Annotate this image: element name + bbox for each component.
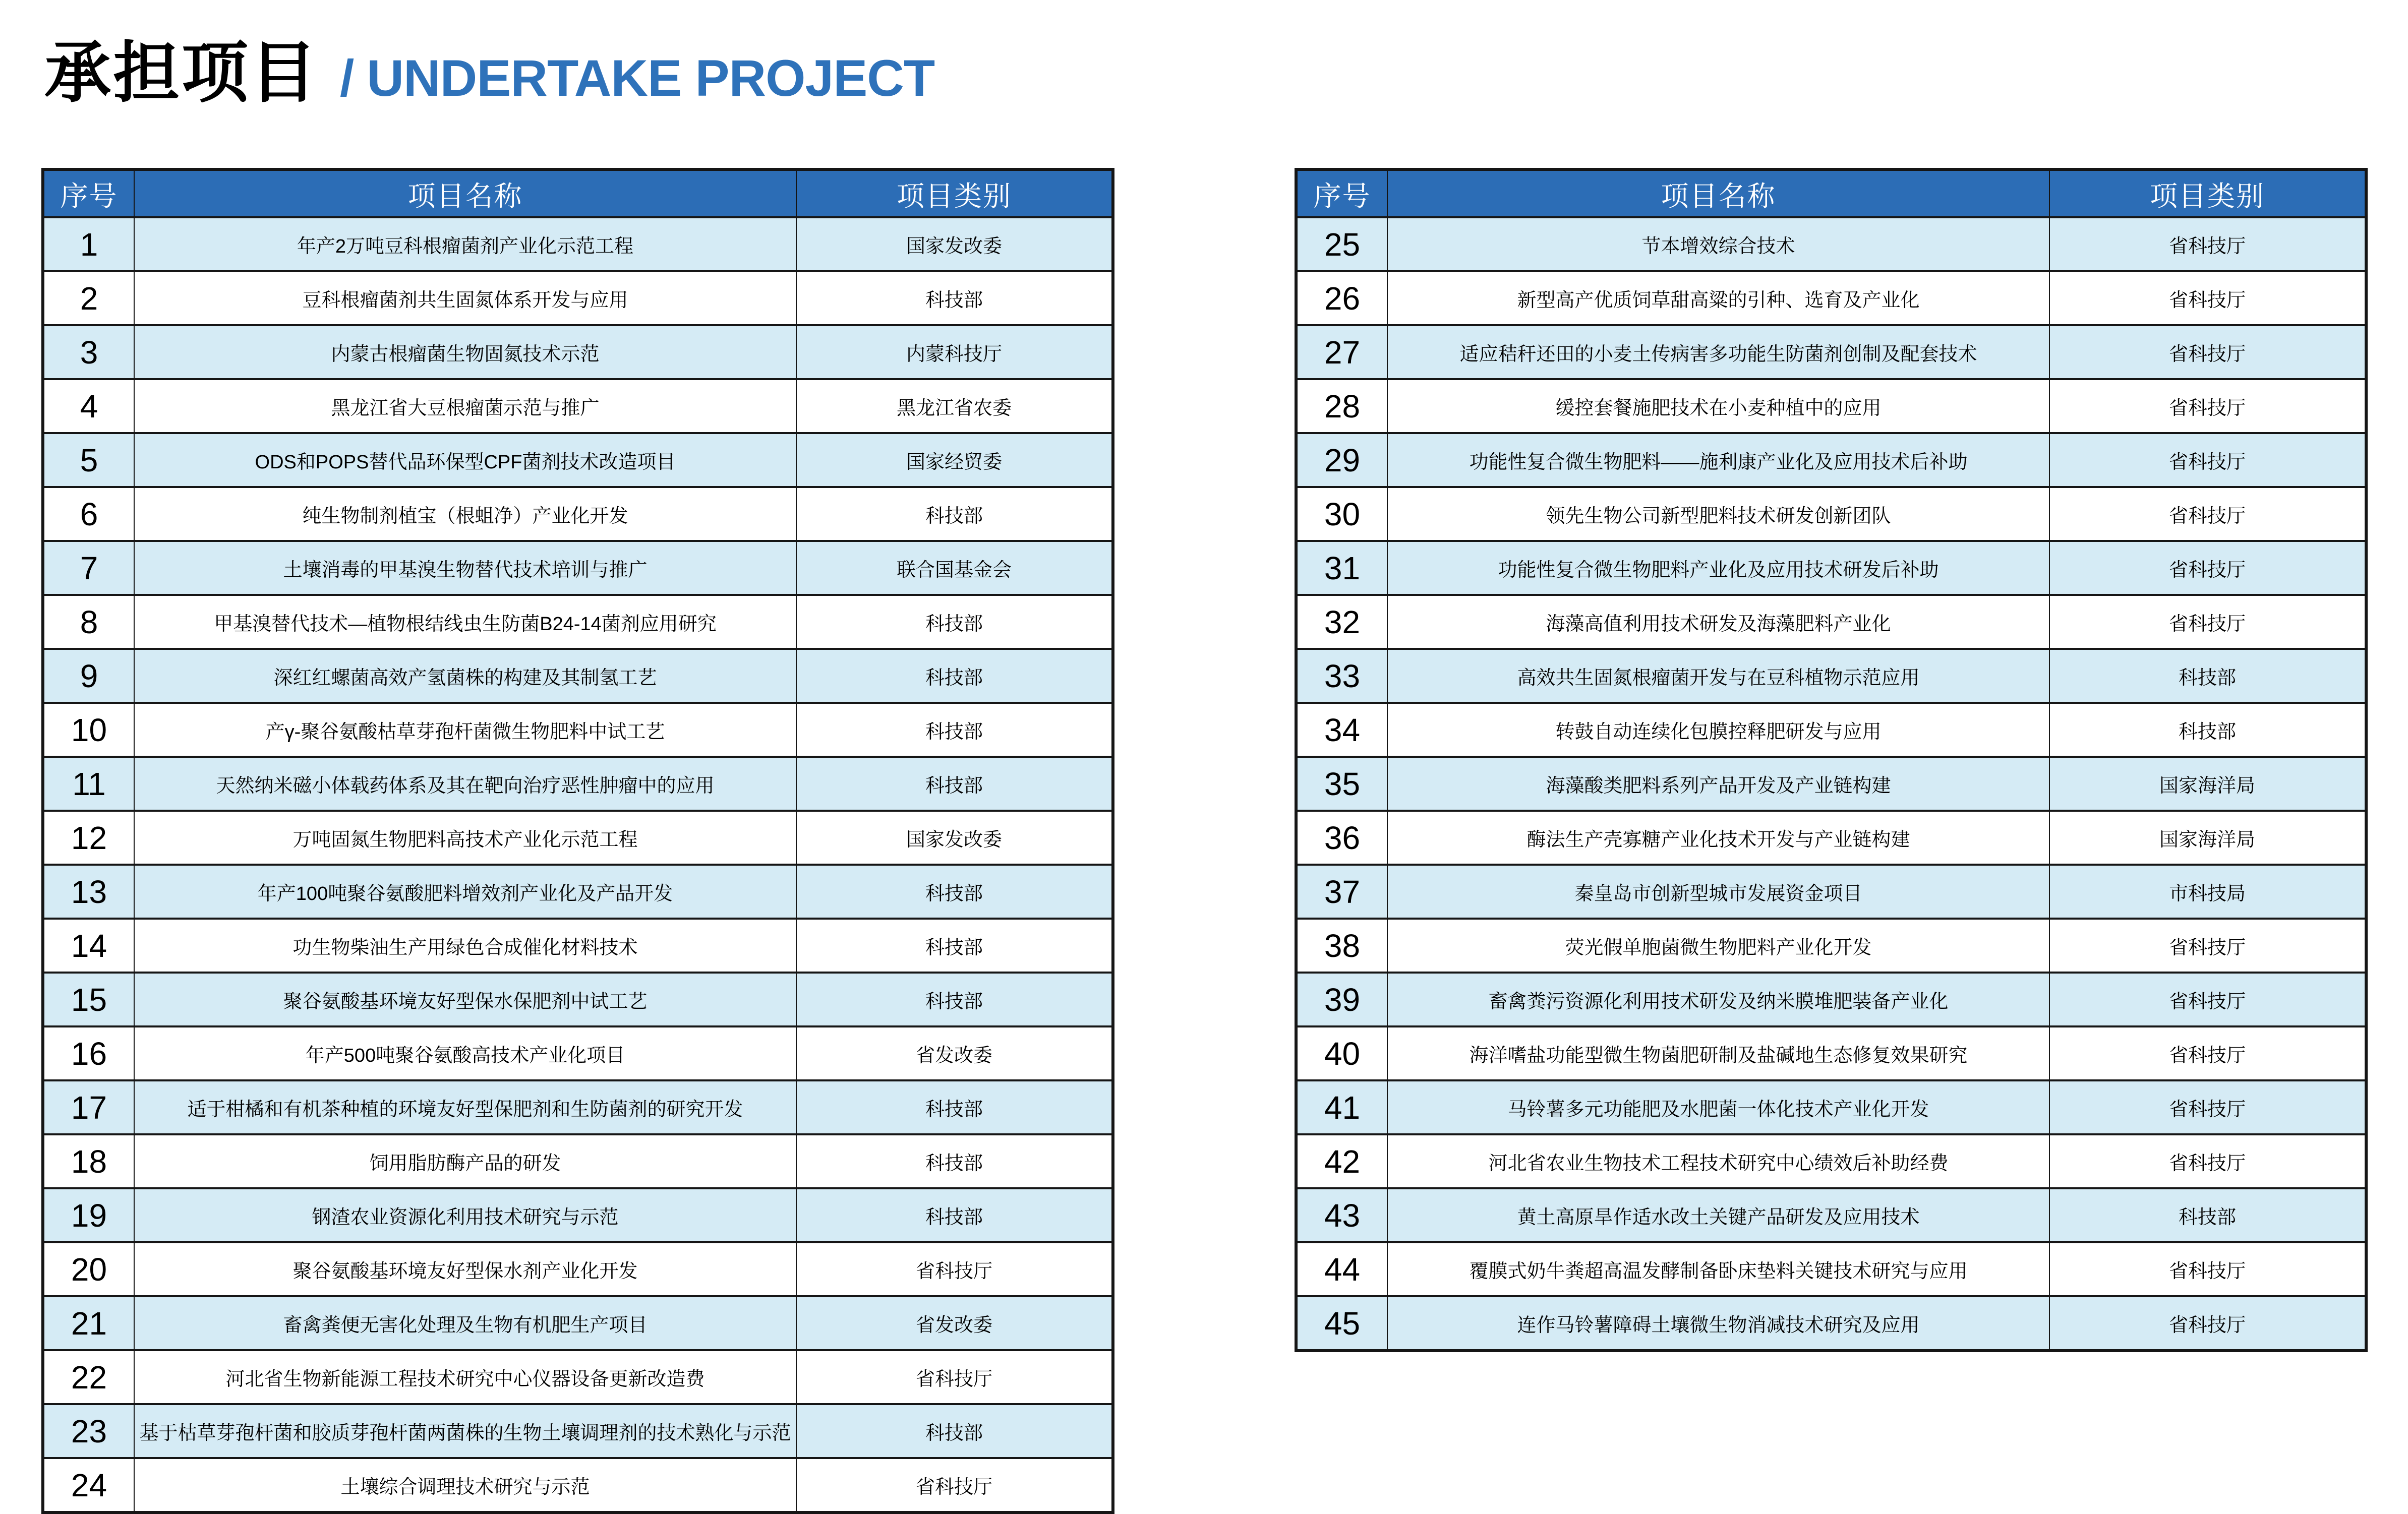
project-category-cell: 省科技厅	[2049, 1242, 2366, 1296]
row-number-cell: 33	[1296, 649, 1387, 703]
table-row	[43, 487, 1113, 541]
row-number-cell: 20	[43, 1242, 134, 1296]
row-number-cell: 6	[43, 487, 134, 541]
table-row	[1296, 271, 2366, 325]
table-row	[1296, 325, 2366, 379]
row-number-cell: 23	[43, 1404, 134, 1458]
row-number-cell: 29	[1296, 433, 1387, 487]
project-name-cell: 内蒙古根瘤菌生物固氮技术示范	[134, 325, 796, 379]
table-row	[1296, 973, 2366, 1026]
row-number-cell: 41	[1296, 1080, 1387, 1134]
project-name-cell: 高效共生固氮根瘤菌开发与在豆科植物示范应用	[1387, 649, 2049, 703]
project-category-cell: 科技部	[796, 595, 1113, 649]
table-row	[43, 1242, 1113, 1296]
project-name-cell: 畜禽粪污资源化利用技术研发及纳米膜堆肥装备产业化	[1387, 973, 2049, 1026]
project-name-cell: 节本增效综合技术	[1387, 217, 2049, 271]
project-category-cell: 科技部	[796, 919, 1113, 973]
project-category-cell: 省科技厅	[2049, 595, 2366, 649]
project-name-cell: 新型高产优质饲草甜高粱的引种、选育及产业化	[1387, 271, 2049, 325]
project-category-cell: 省科技厅	[2049, 379, 2366, 433]
row-number-cell: 11	[43, 757, 134, 811]
project-category-cell: 省科技厅	[796, 1242, 1113, 1296]
project-category-cell: 省科技厅	[2049, 919, 2366, 973]
row-number-cell: 10	[43, 703, 134, 757]
table-row	[1296, 919, 2366, 973]
table-header-row	[43, 169, 1113, 217]
project-name-cell: 钢渣农业资源化利用技术研究与示范	[134, 1188, 796, 1242]
row-number-cell: 1	[43, 217, 134, 271]
row-number-cell: 26	[1296, 271, 1387, 325]
project-name-cell: 马铃薯多元功能肥及水肥菌一体化技术产业化开发	[1387, 1080, 2049, 1134]
project-name-cell: 土壤综合调理技术研究与示范	[134, 1458, 796, 1512]
project-category-cell: 科技部	[796, 865, 1113, 919]
project-category-cell: 科技部	[796, 649, 1113, 703]
row-number-cell: 44	[1296, 1242, 1387, 1296]
project-category-cell: 国家海洋局	[2049, 811, 2366, 865]
row-number-cell: 43	[1296, 1188, 1387, 1242]
table-row	[1296, 433, 2366, 487]
project-category-cell: 省发改委	[796, 1026, 1113, 1080]
row-number-cell: 19	[43, 1188, 134, 1242]
column-header-number: 序号	[43, 169, 134, 217]
table-row	[1296, 487, 2366, 541]
row-number-cell: 9	[43, 649, 134, 703]
project-name-cell: 年产500吨聚谷氨酸高技术产业化项目	[134, 1026, 796, 1080]
column-header-project-category: 项目类别	[2049, 169, 2366, 217]
table-row	[1296, 1188, 2366, 1242]
project-category-cell: 科技部	[796, 487, 1113, 541]
project-category-cell: 省科技厅	[2049, 1026, 2366, 1080]
project-category-cell: 联合国基金会	[796, 541, 1113, 595]
project-name-cell: 适于柑橘和有机茶种植的环境友好型保肥剂和生防菌剂的研究开发	[134, 1080, 796, 1134]
project-category-cell: 省科技厅	[2049, 433, 2366, 487]
project-name-cell: 领先生物公司新型肥料技术研发创新团队	[1387, 487, 2049, 541]
project-name-cell: 聚谷氨酸基环境友好型保水保肥剂中试工艺	[134, 973, 796, 1026]
project-name-cell: 缓控套餐施肥技术在小麦种植中的应用	[1387, 379, 2049, 433]
table-row	[43, 973, 1113, 1026]
projects-table-left	[41, 168, 1114, 1514]
row-number-cell: 28	[1296, 379, 1387, 433]
left-table-body	[43, 217, 1113, 1512]
project-category-cell: 省科技厅	[2049, 487, 2366, 541]
table-row	[43, 649, 1113, 703]
project-category-cell: 科技部	[796, 1080, 1113, 1134]
row-number-cell: 39	[1296, 973, 1387, 1026]
project-category-cell: 省科技厅	[2049, 973, 2366, 1026]
row-number-cell: 25	[1296, 217, 1387, 271]
project-name-cell: 年产2万吨豆科根瘤菌剂产业化示范工程	[134, 217, 796, 271]
column-header-number: 序号	[1296, 169, 1387, 217]
table-row	[43, 325, 1113, 379]
project-category-cell: 科技部	[796, 973, 1113, 1026]
column-header-project-name: 项目名称	[1387, 169, 2049, 217]
table-row	[1296, 1134, 2366, 1188]
project-category-cell: 科技部	[2049, 1188, 2366, 1242]
column-header-project-category: 项目类别	[796, 169, 1113, 217]
table-row	[43, 919, 1113, 973]
row-number-cell: 13	[43, 865, 134, 919]
table-row	[43, 595, 1113, 649]
project-category-cell: 国家海洋局	[2049, 757, 2366, 811]
project-category-cell: 内蒙科技厅	[796, 325, 1113, 379]
row-number-cell: 16	[43, 1026, 134, 1080]
table-row	[1296, 757, 2366, 811]
project-name-cell: 黄土高原旱作适水改土关键产品研发及应用技术	[1387, 1188, 2049, 1242]
project-category-cell: 省科技厅	[2049, 1134, 2366, 1188]
project-name-cell: 深红红螺菌高效产氢菌株的构建及其制氢工艺	[134, 649, 796, 703]
row-number-cell: 31	[1296, 541, 1387, 595]
project-name-cell: 功能性复合微生物肥料产业化及应用技术研发后补助	[1387, 541, 2049, 595]
projects-table-right	[1295, 168, 2368, 1352]
table-row	[43, 1080, 1113, 1134]
project-category-cell: 国家发改委	[796, 811, 1113, 865]
title-chinese: 承担项目	[44, 36, 319, 110]
project-category-cell: 省科技厅	[796, 1350, 1113, 1404]
project-category-cell: 科技部	[2049, 703, 2366, 757]
project-name-cell: ODS和POPS替代品环保型CPF菌剂技术改造项目	[134, 433, 796, 487]
table-row	[1296, 703, 2366, 757]
row-number-cell: 36	[1296, 811, 1387, 865]
table-row	[1296, 811, 2366, 865]
project-name-cell: 酶法生产壳寡糖产业化技术开发与产业链构建	[1387, 811, 2049, 865]
table-row	[43, 1296, 1113, 1350]
project-category-cell: 国家经贸委	[796, 433, 1113, 487]
title-english-text: UNDERTAKE PROJECT	[367, 49, 935, 107]
table-row	[1296, 1080, 2366, 1134]
row-number-cell: 45	[1296, 1296, 1387, 1351]
project-category-cell: 科技部	[796, 1404, 1113, 1458]
row-number-cell: 30	[1296, 487, 1387, 541]
table-row	[43, 271, 1113, 325]
project-category-cell: 科技部	[796, 1134, 1113, 1188]
project-name-cell: 土壤消毒的甲基溴生物替代技术培训与推广	[134, 541, 796, 595]
project-category-cell: 省科技厅	[2049, 1296, 2366, 1351]
project-category-cell: 省科技厅	[796, 1458, 1113, 1512]
table-row	[43, 1458, 1113, 1512]
project-category-cell: 省科技厅	[2049, 217, 2366, 271]
project-name-cell: 天然纳米磁小体载药体系及其在靶向治疗恶性肿瘤中的应用	[134, 757, 796, 811]
row-number-cell: 4	[43, 379, 134, 433]
project-name-cell: 聚谷氨酸基环境友好型保水剂产业化开发	[134, 1242, 796, 1296]
row-number-cell: 34	[1296, 703, 1387, 757]
table-row	[43, 433, 1113, 487]
project-name-cell: 秦皇岛市创新型城市发展资金项目	[1387, 865, 2049, 919]
row-number-cell: 7	[43, 541, 134, 595]
row-number-cell: 22	[43, 1350, 134, 1404]
project-name-cell: 海藻高值利用技术研发及海藻肥料产业化	[1387, 595, 2049, 649]
row-number-cell: 24	[43, 1458, 134, 1512]
project-category-cell: 黑龙江省农委	[796, 379, 1113, 433]
table-row	[43, 1134, 1113, 1188]
table-row	[1296, 541, 2366, 595]
table-row	[43, 1188, 1113, 1242]
row-number-cell: 32	[1296, 595, 1387, 649]
table-row	[43, 1404, 1113, 1458]
project-name-cell: 基于枯草芽孢杆菌和胶质芽孢杆菌两菌株的生物土壤调理剂的技术熟化与示范	[134, 1404, 796, 1458]
project-category-cell: 省科技厅	[2049, 541, 2366, 595]
right-table-body	[1296, 217, 2366, 1351]
project-category-cell: 省科技厅	[2049, 271, 2366, 325]
project-name-cell: 海藻酸类肥料系列产品开发及产业链构建	[1387, 757, 2049, 811]
table-row	[1296, 217, 2366, 271]
project-name-cell: 覆膜式奶牛粪超高温发酵制备卧床垫料关键技术研究与应用	[1387, 1242, 2049, 1296]
project-category-cell: 省发改委	[796, 1296, 1113, 1350]
table-row	[1296, 865, 2366, 919]
project-name-cell: 功能性复合微生物肥料——施利康产业化及应用技术后补助	[1387, 433, 2049, 487]
project-name-cell: 功生物柴油生产用绿色合成催化材料技术	[134, 919, 796, 973]
table-row	[43, 541, 1113, 595]
project-category-cell: 科技部	[2049, 649, 2366, 703]
table-row	[1296, 1242, 2366, 1296]
table-row	[1296, 649, 2366, 703]
project-name-cell: 黑龙江省大豆根瘤菌示范与推广	[134, 379, 796, 433]
project-category-cell: 市科技局	[2049, 865, 2366, 919]
project-name-cell: 产γ-聚谷氨酸枯草芽孢杆菌微生物肥料中试工艺	[134, 703, 796, 757]
project-name-cell: 转鼓自动连续化包膜控释肥研发与应用	[1387, 703, 2049, 757]
table-row	[1296, 1296, 2366, 1351]
project-name-cell: 畜禽粪便无害化处理及生物有机肥生产项目	[134, 1296, 796, 1350]
title-separator: /	[340, 49, 354, 107]
project-name-cell: 纯生物制剂植宝（根蛆净）产业化开发	[134, 487, 796, 541]
table-row	[43, 1026, 1113, 1080]
table-row	[43, 217, 1113, 271]
table-row	[43, 865, 1113, 919]
title-english	[340, 49, 934, 108]
project-category-cell: 省科技厅	[2049, 1080, 2366, 1134]
row-number-cell: 38	[1296, 919, 1387, 973]
row-number-cell: 12	[43, 811, 134, 865]
project-name-cell: 海洋嗜盐功能型微生物菌肥研制及盐碱地生态修复效果研究	[1387, 1026, 2049, 1080]
row-number-cell: 35	[1296, 757, 1387, 811]
project-name-cell: 豆科根瘤菌剂共生固氮体系开发与应用	[134, 271, 796, 325]
project-category-cell: 科技部	[796, 1188, 1113, 1242]
project-name-cell: 连作马铃薯障碍土壤微生物消减技术研究及应用	[1387, 1296, 2049, 1351]
project-category-cell: 科技部	[796, 271, 1113, 325]
row-number-cell: 27	[1296, 325, 1387, 379]
project-name-cell: 万吨固氮生物肥料高技术产业化示范工程	[134, 811, 796, 865]
project-name-cell: 甲基溴替代技术—植物根结线虫生防菌B24-14菌剂应用研究	[134, 595, 796, 649]
table-row	[43, 757, 1113, 811]
table-row	[1296, 1026, 2366, 1080]
project-category-cell: 科技部	[796, 757, 1113, 811]
project-name-cell: 河北省生物新能源工程技术研究中心仪器设备更新改造费	[134, 1350, 796, 1404]
table-row	[43, 703, 1113, 757]
project-name-cell: 河北省农业生物技术工程技术研究中心绩效后补助经费	[1387, 1134, 2049, 1188]
table-row	[43, 811, 1113, 865]
table-row	[43, 379, 1113, 433]
project-name-cell: 荧光假单胞菌微生物肥料产业化开发	[1387, 919, 2049, 973]
row-number-cell: 37	[1296, 865, 1387, 919]
row-number-cell: 21	[43, 1296, 134, 1350]
project-category-cell: 科技部	[796, 703, 1113, 757]
project-name-cell: 饲用脂肪酶产品的研发	[134, 1134, 796, 1188]
row-number-cell: 5	[43, 433, 134, 487]
page-title	[44, 31, 934, 114]
project-category-cell: 国家发改委	[796, 217, 1113, 271]
row-number-cell: 8	[43, 595, 134, 649]
row-number-cell: 14	[43, 919, 134, 973]
project-name-cell: 年产100吨聚谷氨酸肥料增效剂产业化及产品开发	[134, 865, 796, 919]
table-row	[1296, 595, 2366, 649]
project-category-cell: 省科技厅	[2049, 325, 2366, 379]
row-number-cell: 3	[43, 325, 134, 379]
row-number-cell: 42	[1296, 1134, 1387, 1188]
table-header-row	[1296, 169, 2366, 217]
row-number-cell: 17	[43, 1080, 134, 1134]
project-name-cell: 适应秸秆还田的小麦土传病害多功能生防菌剂创制及配套技术	[1387, 325, 2049, 379]
row-number-cell: 2	[43, 271, 134, 325]
table-row	[1296, 379, 2366, 433]
column-header-project-name: 项目名称	[134, 169, 796, 217]
row-number-cell: 15	[43, 973, 134, 1026]
row-number-cell: 40	[1296, 1026, 1387, 1080]
table-row	[43, 1350, 1113, 1404]
row-number-cell: 18	[43, 1134, 134, 1188]
